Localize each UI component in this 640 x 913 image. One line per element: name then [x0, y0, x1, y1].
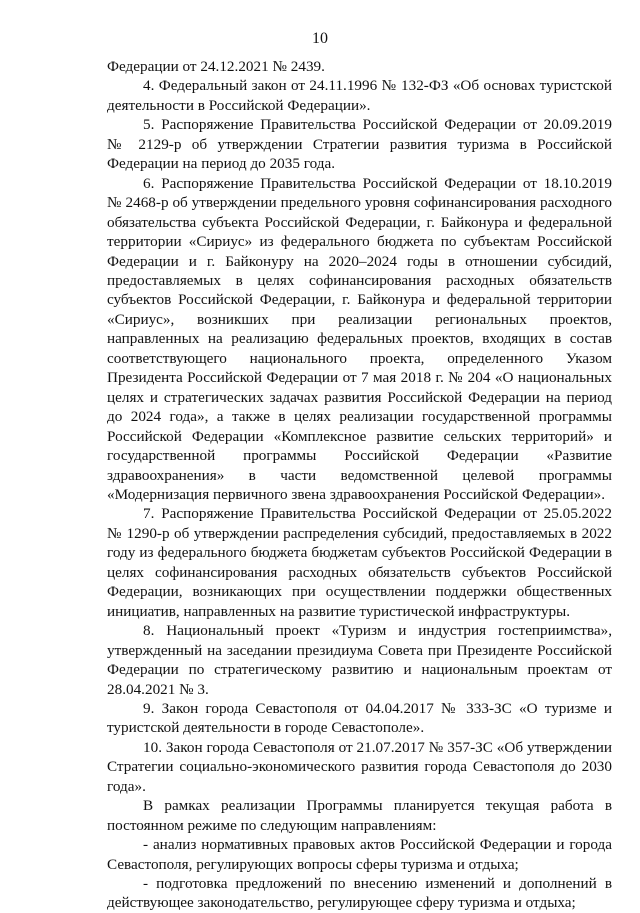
- paragraph-item-7: 7. Распоряжение Правительства Российской Федерации от 25.05.2022 № 1290-р об утверждении распределения субсидий, предоставляемых в 2022 году из федерального бюджета бюджетам субъектов Российской Федерации в целях софинансирования расходных обязательств субъектов Российской Федерации, возникающих при осуществлении поддержки общественных инициатив, направленных на развитие туристической инфраструктуры.: [107, 505, 612, 620]
- paragraph-item-5: 5. Распоряжение Правительства Российской Федерации от 20.09.2019 № 2129-р об утверждении Стратегии развития туризма в Российской Федерации на период до 2035 года.: [107, 116, 612, 173]
- paragraph-item-10: 10. Закон города Севастополя от 21.07.2017 № 357-ЗС «Об утверждении Стратегии социально-экономического развития города Севастополя до 2030 года».: [107, 738, 612, 795]
- paragraph-continuation: Федерации от 24.12.2021 № 2439.: [107, 58, 325, 75]
- paragraph-item-9: 9. Закон города Севастополя от 04.04.2017 № 333-ЗС «О туризме и туристской деятельности в городе Севастополе».: [107, 699, 612, 737]
- paragraph-item-8: 8. Национальный проект «Туризм и индустрия гостеприимства», утвержденный на заседании президиума Совета при Президенте Российской Федерации по стратегическому развитию и национальным проектам от 28.04.2021 № 3.: [107, 622, 612, 698]
- paragraph-item-6: 6. Распоряжение Правительства Российской Федерации от 18.10.2019 № 2468-р об утверждении предельного уровня софинансирования расходного обязательства субъекта Российской Федерации, г. Байконура и федеральной территории «Сириус» из федерального бюджета по субъектам Российской Федерации и г. Байконуру на 2020–2024 годы в отношении субсидий, предоставляемых в целях софинансирования расходных обязательств субъектов Российской Федерации, г. Байконура и федеральной территории «Сириус», возникших при реализации региональных проектов, направленных на реализацию федеральных проектов, входящих в состав соответствующего национального проекта, определенного Указом Президента Российской Федерации от 7 мая 2018 г. № 204 «О национальных целях и стратегических задачах развития Российской Федерации на период до 2024 года», а также в целях реализации государственной программы Российской Федерации «Комплексное развитие сельских территорий» и государственной программы Российской Федерации «Развитие здравоохранения» в части ведомственной целевой программы «Модернизация первичного звена здравоохранения Российской Федерации».: [107, 174, 612, 503]
- bullet-analysis: - анализ нормативных правовых актов Российской Федерации и города Севастополя, регулирующих вопросы сферы туризма и отдыха;: [107, 836, 612, 873]
- document-body: [107, 57, 612, 913]
- bullet-proposals: - подготовка предложений по внесению изменений и дополнений в действующее законодательство, регулирующее сферу туризма и отдыха;: [107, 875, 612, 912]
- paragraph-program-intro: В рамках реализации Программы планируется текущая работа в постоянном режиме по следующим направлениям:: [107, 797, 612, 834]
- paragraph-item-4: 4. Федеральный закон от 24.11.1996 № 132-ФЗ «Об основах туристской деятельности в Российской Федерации».: [107, 77, 612, 114]
- page-number: 10: [312, 30, 328, 47]
